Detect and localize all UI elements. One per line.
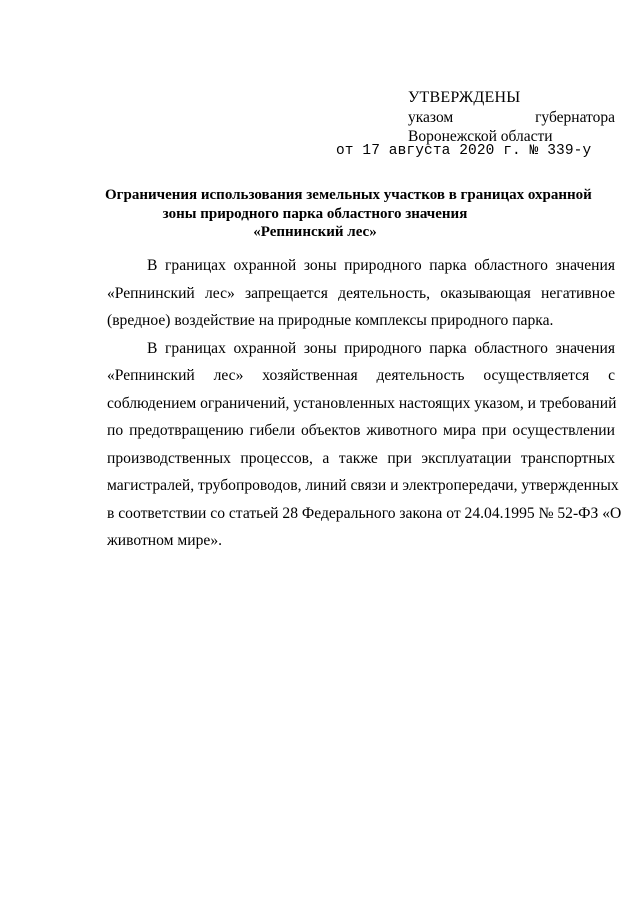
decree-line (408, 108, 615, 128)
governor-word: губернатора (535, 108, 615, 126)
paragraph-line: магистралей, трубопроводов, линий связи и электропередачи, утвержденных (107, 477, 619, 494)
paragraph-line: «Репнинский лес» хозяйственная деятельность осуществляется с (107, 367, 615, 384)
paragraph-line: производственных процессов, а также при эксплуатации транспортных (107, 449, 615, 467)
approval-stamp-block (408, 88, 615, 147)
decree-word: указом (408, 108, 454, 126)
paragraph (107, 252, 615, 335)
paragraph-line: В границах охранной зоны природного парка областного значения (147, 257, 615, 274)
document-body (107, 252, 622, 555)
paragraph-line: соблюдением ограничений, установленных настоящих указом, и требований (107, 394, 617, 412)
paragraph-line: (вредное) воздействие на природные комплексы природного парка. (107, 312, 554, 329)
title-line: Ограничения использования земельных участков в границах охранной (105, 187, 592, 203)
paragraph-line: по предотвращению гибели объектов животного мира при осуществлении (107, 422, 615, 439)
paragraph-line: «Репнинский лес» запрещается деятельность, оказывающая негативное (107, 284, 615, 302)
title-line: «Репнинский лес» (253, 224, 377, 240)
title-line: зоны природного парка областного значения (162, 205, 468, 222)
paragraph (107, 335, 622, 555)
approved-heading: УТВЕРЖДЕНЫ (408, 89, 521, 106)
document-title (105, 186, 592, 242)
paragraph-line: В границах охранной зоны природного парка областного значения (147, 339, 615, 357)
region-name: Воронежской области (408, 128, 553, 145)
decree-date-number: от 17 августа 2020 г. № 339-у (336, 143, 592, 159)
paragraph-line: животном мире». (107, 532, 223, 549)
paragraph-line: в соответствии со статьей 28 Федерального закона от 24.04.1995 № 52-ФЗ «О (107, 504, 622, 522)
